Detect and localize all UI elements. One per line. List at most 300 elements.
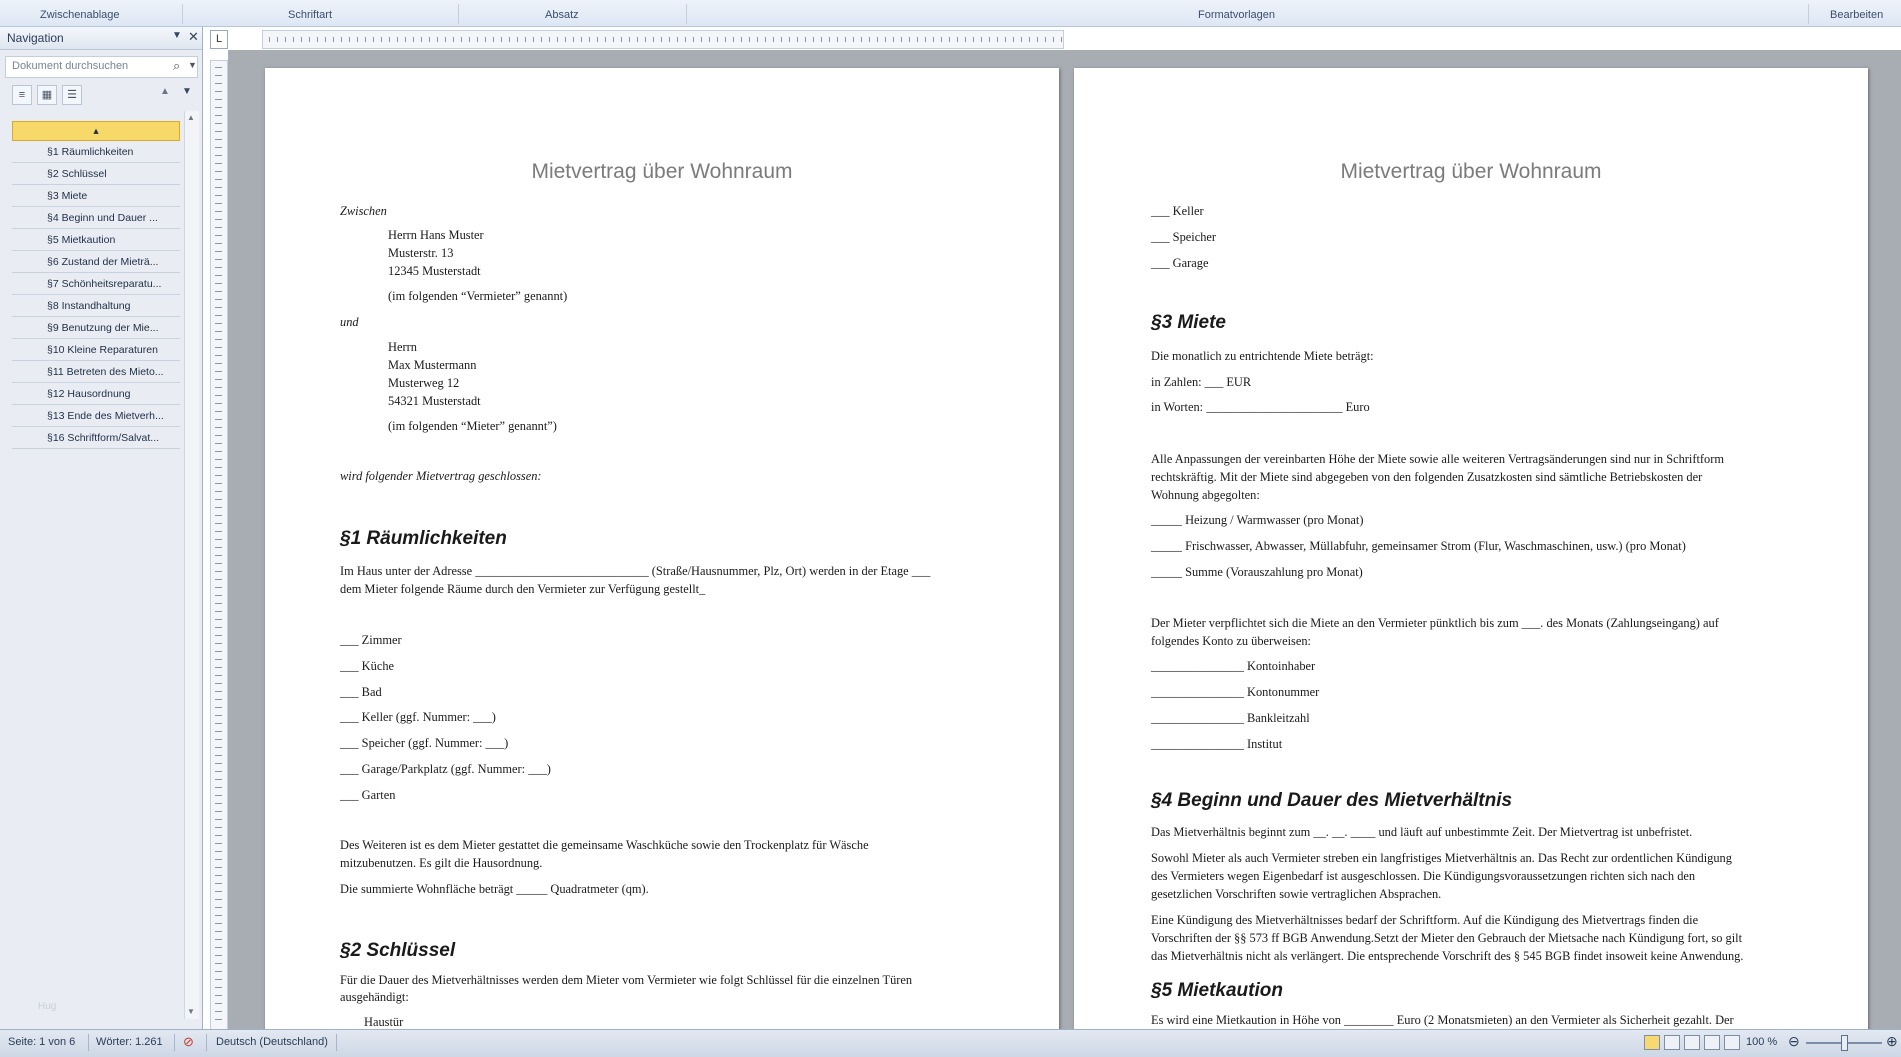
ruler-tick — [301, 37, 302, 42]
heading-item[interactable]: §9 Benutzung der Mie... — [12, 319, 180, 339]
navigation-title: Navigation — [7, 31, 64, 45]
ruler-tick — [733, 37, 734, 42]
tab-browse-pages[interactable] — [37, 85, 57, 105]
ruler-tick — [429, 37, 430, 42]
ruler-tick — [215, 83, 222, 84]
ruler-tick — [957, 37, 958, 42]
ruler-tick — [215, 75, 222, 76]
ruler-tick — [437, 37, 438, 42]
ruler-tick — [215, 531, 222, 532]
ribbon-group-styles[interactable] — [1198, 0, 1275, 26]
draft-view-icon[interactable] — [1724, 1035, 1740, 1050]
list-item: ___ Küche — [340, 659, 395, 673]
ruler-tick — [215, 499, 222, 500]
ruler-tick — [989, 37, 990, 42]
ruler-tick — [215, 235, 222, 236]
ruler-tick — [397, 37, 398, 42]
ruler-tick — [525, 37, 526, 42]
ruler-tick — [901, 37, 902, 42]
ruler-tick — [661, 37, 662, 42]
ruler-tick — [1061, 37, 1062, 42]
ruler-tick — [1005, 37, 1006, 42]
ruler-tick — [215, 595, 222, 596]
ruler-tick — [925, 37, 926, 42]
ruler-tick — [493, 37, 494, 42]
body-text: (im folgenden “Vermieter” genannt) — [388, 289, 568, 303]
ruler-tick — [215, 155, 222, 156]
address-line: 54321 Musterstadt — [388, 394, 481, 408]
ruler-tick — [215, 211, 222, 212]
ruler-tick — [215, 291, 222, 292]
ruler-tick — [389, 37, 390, 42]
document-title: Mietvertrag über Wohnraum — [1340, 160, 1602, 183]
ribbon-group-label: Absatz — [545, 9, 579, 21]
ruler-tick — [215, 955, 222, 956]
heading-item[interactable]: §13 Ende des Mietverh... — [12, 407, 180, 427]
ruler-tick — [215, 187, 222, 188]
ruler-tick — [573, 37, 574, 42]
ruler-tick — [789, 37, 790, 42]
scroll-up-icon[interactable]: ▲ — [187, 113, 195, 122]
body-text: Eine Kündigung des Mietverhältnisses bedarf der Schriftform. Auf die Kündigung des Mietvertrags finden die — [1151, 913, 1699, 927]
body-text: Für die Dauer des Mietverhältnisses werden dem Mieter vom Vermieter wie folgt Schlüssel für die einzelnen Türen — [340, 973, 913, 987]
list-item: ___ Speicher — [1151, 230, 1217, 244]
heading-item[interactable]: §16 Schriftform/Salvat... — [12, 429, 180, 449]
ruler-tick — [597, 37, 598, 42]
ribbon-group-editing[interactable] — [1830, 0, 1883, 26]
ruler-tick — [215, 603, 222, 604]
heading-item[interactable]: §12 Hausordnung — [12, 385, 180, 405]
ruler-tick — [861, 37, 862, 42]
heading-item[interactable]: §4 Beginn und Dauer ... — [12, 209, 180, 229]
results-icon: ☰ — [67, 89, 77, 101]
ruler-tick — [215, 987, 222, 988]
ruler-tick — [215, 819, 222, 820]
ruler-tick — [949, 37, 950, 42]
body-text: in Worten: ______________________ Euro — [1151, 400, 1370, 414]
pages-icon: ▦ — [41, 89, 53, 101]
section-heading: §4 Beginn und Dauer des Mietverhältnis — [1151, 790, 1513, 811]
status-separator — [336, 1034, 337, 1051]
ruler-tick — [517, 37, 518, 42]
ruler-tick — [215, 427, 222, 428]
ribbon-group-label: Bearbeiten — [1830, 9, 1884, 21]
ruler-tick — [215, 267, 222, 268]
document-workspace — [228, 50, 1901, 1029]
ruler-tick — [215, 619, 222, 620]
chevron-down-icon[interactable]: ▼ — [188, 60, 197, 70]
heading-item[interactable]: §3 Miete — [12, 187, 180, 207]
ruler-tick — [685, 37, 686, 42]
ruler-tick — [653, 37, 654, 42]
ruler-tick — [215, 275, 222, 276]
ruler-tick — [341, 37, 342, 42]
ruler-tick — [605, 37, 606, 42]
body-text: Wohnung abgegolten: — [1151, 488, 1260, 502]
body-text: ausgehändigt: — [340, 990, 409, 1004]
address-line: Max Mustermann — [388, 358, 477, 372]
heading-item[interactable]: §11 Betreten des Mieto... — [12, 363, 180, 383]
ribbon-separator — [686, 4, 687, 24]
ruler-tick — [853, 37, 854, 42]
ruler-tick — [837, 37, 838, 42]
ruler-tick — [215, 331, 222, 332]
ruler-tick — [215, 371, 222, 372]
ruler-tick — [215, 307, 222, 308]
heading-item[interactable]: §6 Zustand der Mieträ... — [12, 253, 180, 273]
ruler-tick — [215, 299, 222, 300]
ruler-tick — [215, 979, 222, 980]
ruler-tick — [215, 379, 222, 380]
ruler-tick — [215, 691, 222, 692]
ruler-tick — [741, 37, 742, 42]
ruler-tick — [933, 37, 934, 42]
ruler-tick — [215, 923, 222, 924]
ruler-tick — [645, 37, 646, 42]
ruler-tick — [215, 675, 222, 676]
ruler-tick — [717, 37, 718, 42]
ruler-tick — [677, 37, 678, 42]
body-text: des Vermieters wegen Eigenbedarf ist ausgeschlossen. Die Kündigungsvoraussetzungen richten sich nach den — [1151, 869, 1696, 883]
ruler-tick — [215, 555, 222, 556]
collapse-icon: ▴ — [93, 125, 99, 137]
ruler-tick — [405, 37, 406, 42]
ruler-tick — [215, 891, 222, 892]
ruler-tick — [309, 37, 310, 42]
ruler-tick — [215, 755, 222, 756]
ruler-tick — [215, 139, 222, 140]
ruler-tick — [215, 339, 222, 340]
ruler-tick — [765, 37, 766, 42]
ruler-tick — [215, 355, 222, 356]
ruler-tick — [877, 37, 878, 42]
heading-list — [12, 121, 180, 451]
ruler-tick — [797, 37, 798, 42]
ruler-tick — [557, 37, 558, 42]
body-text: Die summierte Wohnfläche beträgt _____ Quadratmeter (qm). — [340, 882, 649, 896]
ruler-tick — [973, 37, 974, 42]
document-page-1[interactable] — [265, 68, 1059, 1029]
body-text: mitzubenutzen. Es gilt die Hausordnung. — [340, 856, 543, 870]
ruler-tick — [215, 1011, 222, 1012]
web-layout-view-icon[interactable] — [1684, 1035, 1700, 1050]
full-screen-view-icon[interactable] — [1664, 1035, 1680, 1050]
previous-heading-icon[interactable]: ▲ — [160, 86, 170, 97]
body-text: und — [340, 315, 359, 329]
word-count[interactable]: Wörter: 1.261 — [96, 1036, 163, 1048]
ribbon-separator — [1808, 4, 1809, 24]
ruler-tick — [215, 587, 222, 588]
tab-selector[interactable]: L — [210, 30, 228, 49]
ruler-tick — [215, 795, 222, 796]
ruler-tick — [293, 37, 294, 42]
ruler-tick — [893, 37, 894, 42]
zoom-level[interactable]: 100 % — [1746, 1036, 1778, 1048]
body-text: rechtskräftig. Mit der Miete sind abgegeben von den folgenden Zusatzkosten sind sämtliche Betriebskosten der — [1151, 470, 1703, 484]
ruler-tick — [629, 37, 630, 42]
ruler-tick — [965, 37, 966, 42]
close-icon[interactable]: ✕ — [188, 29, 199, 44]
ruler-tick — [215, 939, 222, 940]
ruler-tick — [215, 195, 222, 196]
ruler-tick — [215, 387, 222, 388]
ruler-tick — [215, 699, 222, 700]
ruler-tick — [215, 707, 222, 708]
ruler-tick — [1053, 37, 1054, 42]
zoom-slider-thumb[interactable] — [1841, 1035, 1848, 1051]
ribbon-group-label: Zwischenablage — [40, 9, 120, 21]
ribbon-group-label: Formatvorlagen — [1198, 9, 1276, 21]
ruler-tick — [215, 443, 222, 444]
outline-view-icon[interactable] — [1704, 1035, 1720, 1050]
ruler-tick — [215, 219, 222, 220]
list-item: ___ Garten — [340, 788, 396, 802]
ruler-tick — [215, 1003, 222, 1004]
ribbon-group-label: Schriftart — [288, 9, 333, 21]
ruler-tick — [215, 107, 222, 108]
heading-item[interactable]: §2 Schlüssel — [12, 165, 180, 185]
ruler-tick — [215, 403, 222, 404]
list-item: _____ Frischwasser, Abwasser, Müllabfuhr, gemeinsamer Strom (Flur, Waschmaschinen, usw.) (pro Monat) — [1151, 539, 1686, 553]
ruler-tick — [215, 995, 222, 996]
address-line: Herrn — [388, 340, 417, 354]
ribbon-separator — [182, 4, 183, 24]
vertical-ruler[interactable] — [210, 60, 228, 1032]
ruler-tick — [845, 37, 846, 42]
ruler-tick — [621, 37, 622, 42]
list-item: ___ Keller (ggf. Nummer: ___) — [340, 710, 496, 724]
body-text: Das Mietverhältnis beginnt zum __. __. ____ und läuft auf unbestimmte Zeit. Der Mietvertrag ist unbefristet. — [1151, 825, 1693, 839]
list-item: ___ Bad — [340, 685, 382, 699]
body-text: Des Weiteren ist es dem Mieter gestattet die gemeinsame Waschküche sowie den Trockenplatz für Wäsche — [340, 838, 869, 852]
ruler-tick — [637, 37, 638, 42]
ruler-tick — [269, 37, 270, 42]
ribbon-group-paragraph[interactable] — [545, 0, 579, 26]
ruler-tick — [501, 37, 502, 42]
ruler-tick — [215, 683, 222, 684]
tab-browse-results[interactable] — [62, 85, 82, 105]
ruler-tick — [215, 843, 222, 844]
ruler-tick — [981, 37, 982, 42]
ruler-tick — [373, 37, 374, 42]
status-separator — [206, 1034, 207, 1051]
zoom-out-icon[interactable]: ⊖ — [1788, 1033, 1800, 1049]
ruler-tick — [485, 37, 486, 42]
ruler-tick — [215, 835, 222, 836]
navigation-pane — [0, 27, 203, 1029]
ruler-tick — [215, 435, 222, 436]
ruler-tick — [215, 659, 222, 660]
heading-item[interactable]: §7 Schönheitsreparatu... — [12, 275, 180, 295]
ruler-tick — [215, 171, 222, 172]
ruler-tick — [773, 37, 774, 42]
ruler-tick — [215, 763, 222, 764]
ruler-tick — [381, 37, 382, 42]
ruler-tick — [215, 123, 222, 124]
search-input[interactable] — [5, 56, 198, 78]
chevron-down-icon[interactable]: ▼ — [172, 30, 182, 41]
ruler-tick — [215, 411, 222, 412]
ruler-tick — [357, 37, 358, 42]
ruler-tick — [215, 459, 222, 460]
heading-item[interactable]: §8 Instandhaltung — [12, 297, 180, 317]
ruler-tick — [917, 37, 918, 42]
ruler-tick — [215, 283, 222, 284]
search-placeholder: Dokument durchsuchen — [12, 60, 129, 72]
ruler-tick — [215, 539, 222, 540]
ruler-tick — [317, 37, 318, 42]
ruler-tick — [215, 867, 222, 868]
body-text: folgendes Konto zu überweisen: — [1151, 634, 1312, 648]
list-item: _______________ Kontoinhaber — [1151, 659, 1316, 673]
ruler-tick — [215, 515, 222, 516]
ruler-tick — [215, 963, 222, 964]
proofing-icon[interactable]: ⊘ — [183, 1034, 194, 1049]
ruler-tick — [215, 395, 222, 396]
ruler-tick — [215, 779, 222, 780]
ruler-tick — [709, 37, 710, 42]
ruler-tick — [215, 1019, 222, 1020]
body-text: Die monatlich zu entrichtende Miete beträgt: — [1151, 349, 1374, 363]
body-text: das Mietverhältnis nicht als verlängert. Die entsprechende Vorschrift des § 545 BGB findet insoweit keine Anwendung. — [1151, 949, 1744, 963]
search-icon[interactable]: ⌕ — [173, 58, 181, 73]
ruler-tick — [909, 37, 910, 42]
ruler-tick — [215, 547, 222, 548]
zoom-in-icon[interactable]: ⊕ — [1886, 1033, 1898, 1049]
status-bar — [0, 1029, 1901, 1057]
ruler-tick — [589, 37, 590, 42]
ruler-tick — [215, 347, 222, 348]
ruler-tick — [781, 37, 782, 42]
ruler-tick — [757, 37, 758, 42]
list-item: _____ Summe (Vorauszahlung pro Monat) — [1151, 565, 1363, 579]
ruler-tick — [215, 131, 222, 132]
list-item: ___ Garage — [1151, 256, 1209, 270]
ribbon-group-clipboard[interactable] — [40, 0, 120, 26]
ruler-tick — [215, 491, 222, 492]
body-text: Alle Anpassungen der vereinbarten Höhe der Miete sowie alle weiteren Vertragsänderungen sind nur in Schriftform — [1151, 452, 1724, 466]
language-indicator[interactable]: Deutsch (Deutschland) — [216, 1036, 328, 1048]
ruler-tick — [215, 915, 222, 916]
headings-icon: ≡ — [18, 89, 26, 101]
ruler-tick — [215, 259, 222, 260]
body-text: Haustür — [364, 1015, 404, 1029]
ruler-tick — [885, 37, 886, 42]
ruler-tick — [215, 851, 222, 852]
ruler-tick — [215, 971, 222, 972]
ruler-tick — [565, 37, 566, 42]
horizontal-ruler[interactable] — [262, 30, 1064, 49]
ruler-tick — [215, 363, 222, 364]
body-text: in Zahlen: ___ EUR — [1151, 375, 1252, 389]
ruler-tick — [215, 243, 222, 244]
ruler-tick — [445, 37, 446, 42]
ruler-tick — [215, 563, 222, 564]
ruler-tick — [215, 635, 222, 636]
section-heading: §5 Mietkaution — [1151, 980, 1283, 1001]
list-item: _______________ Kontonummer — [1151, 685, 1320, 699]
scroll-down-icon[interactable]: ▼ — [187, 1007, 195, 1016]
ruler-tick — [215, 99, 222, 100]
ruler-tick — [215, 571, 222, 572]
ruler-tick — [215, 475, 222, 476]
ruler-tick — [215, 947, 222, 948]
ruler-tick — [215, 91, 222, 92]
heading-item[interactable]: §10 Kleine Reparaturen — [12, 341, 180, 361]
page-count[interactable]: Seite: 1 von 6 — [8, 1036, 76, 1048]
ribbon-group-labels — [0, 0, 1901, 27]
ruler-tick — [215, 251, 222, 252]
ruler-tick — [421, 37, 422, 42]
ruler-tick — [1013, 37, 1014, 42]
ruler-tick — [669, 37, 670, 42]
tab-browse-headings[interactable] — [12, 85, 32, 105]
ruler-tick — [1029, 37, 1030, 42]
ruler-tick — [725, 37, 726, 42]
print-layout-view-icon[interactable] — [1644, 1035, 1660, 1050]
ruler-tick — [215, 179, 222, 180]
section-heading: §1 Räumlichkeiten — [340, 528, 507, 549]
ruler-tick — [215, 827, 222, 828]
ruler-tick — [701, 37, 702, 42]
ruler-tick — [215, 611, 222, 612]
list-item: ___ Garage/Parkplatz (ggf. Nummer: ___) — [340, 762, 551, 776]
ribbon-group-font[interactable] — [288, 0, 332, 26]
ruler-tick — [215, 651, 222, 652]
ruler-tick — [215, 907, 222, 908]
ruler-tick — [1037, 37, 1038, 42]
list-item: ___ Speicher (ggf. Nummer: ___) — [340, 736, 509, 750]
ruler-tick — [215, 115, 222, 116]
address-line: Musterweg 12 — [388, 376, 460, 390]
heading-item[interactable]: §5 Mietkaution — [12, 231, 180, 251]
ruler-tick — [541, 37, 542, 42]
ruler-tick — [215, 715, 222, 716]
status-separator — [88, 1034, 89, 1051]
next-heading-icon[interactable]: ▼ — [182, 86, 192, 97]
ruler-tick — [215, 523, 222, 524]
list-item: _____ Heizung / Warmwasser (pro Monat) — [1151, 513, 1364, 527]
ruler-tick — [821, 37, 822, 42]
ruler-tick — [215, 899, 222, 900]
ruler-tick — [413, 37, 414, 42]
heading-item[interactable]: §1 Räumlichkeiten — [12, 143, 180, 163]
ribbon-separator — [458, 4, 459, 24]
heading-item-top[interactable] — [12, 121, 180, 141]
list-item: ___ Keller — [1151, 204, 1204, 218]
ruler-tick — [215, 147, 222, 148]
ruler-tick — [215, 731, 222, 732]
ruler-tick — [215, 747, 222, 748]
body-text: Zwischen — [340, 204, 387, 218]
ruler-tick — [215, 483, 222, 484]
ruler-tick — [365, 37, 366, 42]
ruler-tick — [805, 37, 806, 42]
ruler-tick — [215, 451, 222, 452]
faded-label: Hug — [38, 1001, 57, 1012]
ruler-tick — [461, 37, 462, 42]
ruler-tick — [285, 37, 286, 42]
document-page-2[interactable] — [1074, 68, 1868, 1029]
section-heading: §2 Schlüssel — [340, 940, 456, 961]
ruler-tick — [215, 875, 222, 876]
ruler-tick — [215, 507, 222, 508]
navigation-scrollbar[interactable] — [184, 111, 199, 1019]
navigation-header — [0, 27, 202, 50]
body-text: Es wird eine Mietkaution in Höhe von ________ Euro (2 Monatsmieten) an den Vermieter als Sicherheit gezahlt. Der — [1151, 1013, 1734, 1027]
ruler-tick — [453, 37, 454, 42]
ruler-tick — [1045, 37, 1046, 42]
